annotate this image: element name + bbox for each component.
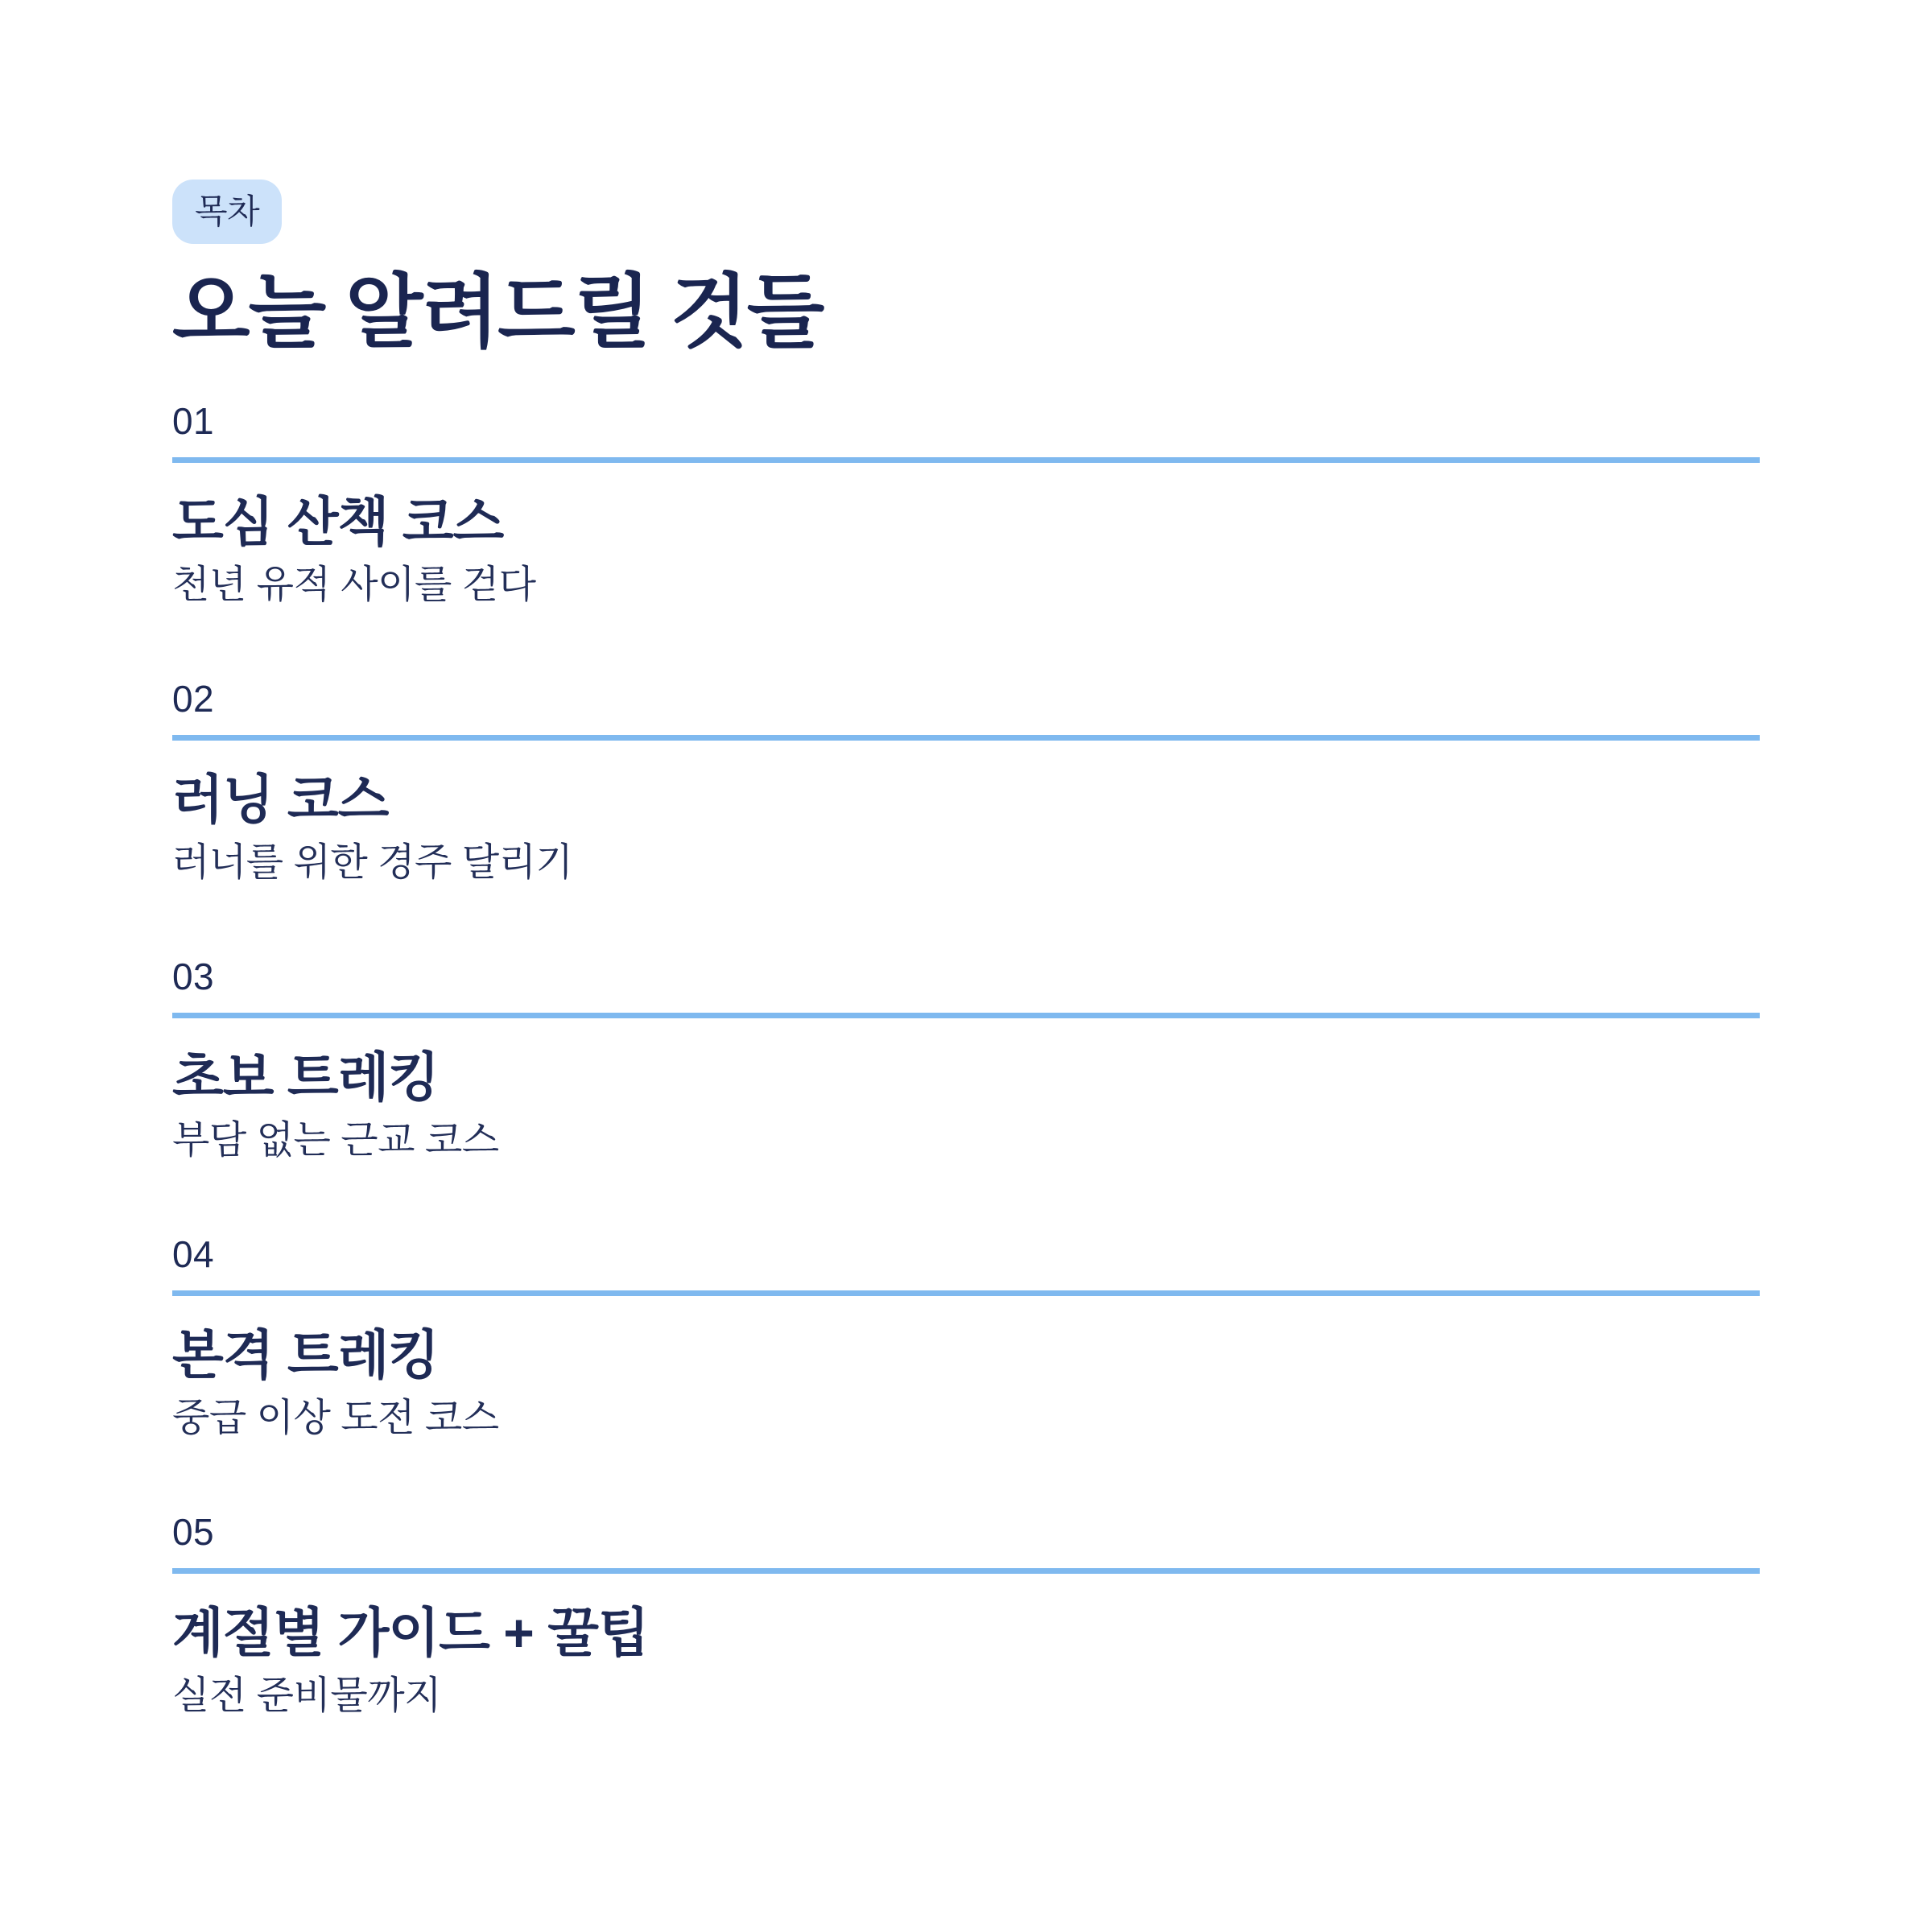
toc-item-subtitle: 실전 준비물까지 xyxy=(172,1674,442,1717)
divider-line xyxy=(172,1290,1760,1296)
toc-item-number: 01 xyxy=(172,400,215,442)
toc-item-2 xyxy=(172,680,1760,882)
toc-item-1 xyxy=(172,402,1760,605)
toc-item-title: 계절별 가이드 + 꿀팁 xyxy=(172,1603,649,1662)
toc-item-number: 04 xyxy=(172,1233,215,1275)
toc-item-3 xyxy=(172,958,1760,1160)
toc-badge xyxy=(172,180,282,244)
toc-item-title: 도심 산책 코스 xyxy=(172,492,504,551)
divider-line xyxy=(172,1568,1760,1574)
divider-line xyxy=(172,735,1760,741)
toc-item-subtitle: 러너를 위한 경주 달리기 xyxy=(172,841,573,884)
toc-item-subtitle: 천년 유적 사이를 걷다 xyxy=(172,564,536,606)
toc-badge-label: 목차 xyxy=(195,192,260,230)
toc-item-title: 본격 트레킹 xyxy=(172,1325,440,1385)
toc-item-number: 03 xyxy=(172,956,215,997)
toc-item-4 xyxy=(172,1233,1760,1439)
page-title: 오늘 알려드릴 것들 xyxy=(172,267,824,357)
toc-item-number: 02 xyxy=(172,678,215,720)
toc-item-title: 초보 트레킹 xyxy=(172,1047,440,1107)
toc-item-title: 러닝 코스 xyxy=(172,770,389,829)
toc-item-subtitle: 부담 없는 근교 코스 xyxy=(172,1119,499,1162)
toc-item-number: 05 xyxy=(172,1511,215,1553)
toc-list xyxy=(172,402,1760,1715)
divider-line xyxy=(172,1013,1760,1018)
divider-line xyxy=(172,457,1760,463)
toc-item-subtitle: 중급 이상 도전 코스 xyxy=(172,1397,499,1439)
toc-item-5 xyxy=(172,1513,1760,1715)
